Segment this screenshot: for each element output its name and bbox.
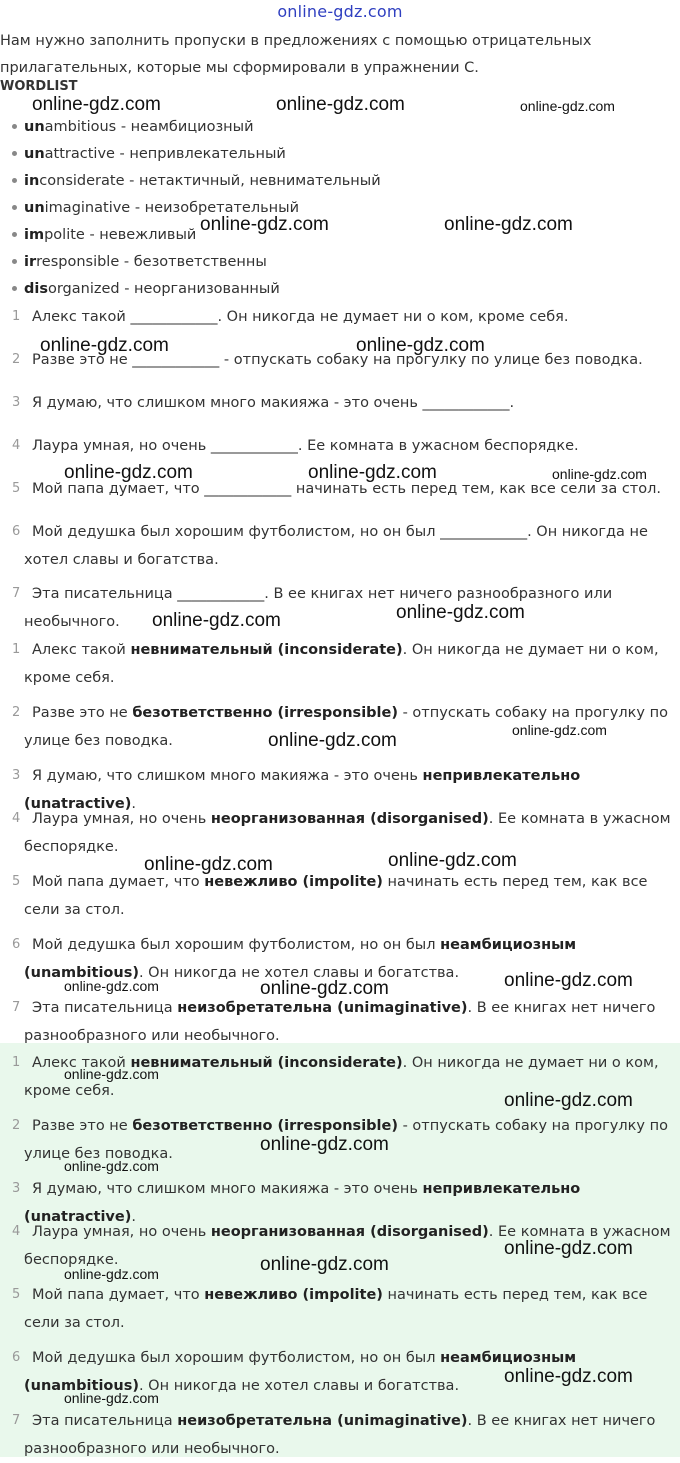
word-translation: - непривлекательный [114, 146, 286, 162]
word-translation: - неизобретательный [130, 200, 300, 216]
item-number: 6 [12, 524, 21, 539]
watermark: online-gdz.com [64, 462, 193, 483]
wordlist [12, 114, 381, 303]
watermark: online-gdz.com [504, 1366, 633, 1387]
item-number: 5 [12, 1287, 21, 1302]
answer-before: Мой папа думает, что [32, 1287, 205, 1303]
item-number: 5 [12, 481, 21, 496]
answer-item [0, 636, 680, 692]
item-text: Разве это не ____________ - отпускать собаку на прогулку по улице без поводка. [32, 352, 643, 368]
exercise-item [0, 389, 680, 417]
bullet-icon [12, 259, 17, 264]
word-rest: organized [47, 281, 120, 297]
list-item [12, 249, 381, 276]
word-rest: considerate [39, 173, 125, 189]
answer-word: неизобретательна (unimaginative) [177, 1413, 468, 1429]
answer-item [0, 805, 680, 861]
watermark: online-gdz.com [64, 978, 159, 994]
watermark: online-gdz.com [260, 1254, 389, 1275]
answer-word: неизобретательна (unimaginative) [177, 1000, 468, 1016]
answer-word: безответственно (irresponsible) [132, 1118, 398, 1134]
item-number: 1 [12, 642, 21, 657]
watermark: online-gdz.com [152, 610, 281, 631]
item-number: 1 [12, 309, 21, 324]
word-rest: imaginative [44, 200, 131, 216]
answer-word: невежливо (impolite) [204, 874, 383, 890]
item-number: 4 [12, 438, 21, 453]
exercise-item [0, 518, 680, 574]
watermark: online-gdz.com [504, 1238, 633, 1259]
answer-item [0, 868, 680, 924]
answer-word: неорганизованная (disorganised) [210, 811, 489, 827]
answer-before: Разве это не [32, 705, 133, 721]
answer-after: . В ее книгах нет ничего разнообразного или необычного. [24, 1000, 656, 1044]
bullet-icon [12, 124, 17, 129]
watermark: online-gdz.com [396, 602, 525, 623]
item-number: 6 [12, 937, 21, 952]
item-number: 1 [12, 1055, 21, 1070]
item-text: Лаура умная, но очень ____________. Ее комната в ужасном беспорядке. [32, 438, 579, 454]
item-number: 3 [12, 395, 21, 410]
answer-word: непривлекательно (unatractive) [24, 1181, 581, 1225]
item-number: 4 [12, 1224, 21, 1239]
watermark: online-gdz.com [512, 722, 607, 738]
answer-after: . Он никогда не думает ни о ком, кроме себя. [24, 642, 659, 686]
answer-item-highlighted [0, 1281, 680, 1337]
answer-word: неамбициозным (unambitious) [24, 937, 577, 981]
answer-after: . В ее книгах нет ничего разнообразного или необычного. [24, 1413, 656, 1457]
item-number: 6 [12, 1350, 21, 1365]
item-number: 3 [12, 1181, 21, 1196]
watermark: online-gdz.com [356, 335, 485, 356]
word-prefix: un [24, 146, 45, 162]
item-number: 3 [12, 768, 21, 783]
watermark: online-gdz.com [504, 1090, 633, 1111]
item-text: Алекс такой ____________. Он никогда не думает ни о ком, кроме себя. [32, 309, 569, 325]
answer-before: Алекс такой [32, 1055, 131, 1071]
word-prefix: un [24, 119, 45, 135]
exercise-item [0, 580, 680, 636]
answer-before: Я думаю, что слишком много макияжа - это очень [32, 1181, 423, 1197]
word-prefix: im [24, 227, 45, 243]
answer-before: Эта писательница [32, 1000, 178, 1016]
item-number: 2 [12, 705, 21, 720]
watermark: online-gdz.com [308, 462, 437, 483]
list-item [12, 168, 381, 195]
watermark: online-gdz.com [444, 214, 573, 235]
watermark: online-gdz.com [64, 1066, 159, 1082]
watermark: online-gdz.com [276, 94, 405, 115]
answer-after: . [131, 796, 136, 812]
site-watermark[interactable]: online-gdz.com [277, 2, 403, 21]
answer-before: Мой папа думает, что [32, 874, 205, 890]
answer-word: неорганизованная (disorganised) [210, 1224, 489, 1240]
answer-after: начинать есть перед тем, как все сели за стол. [24, 874, 648, 918]
bullet-icon [12, 286, 17, 291]
watermark: online-gdz.com [200, 214, 329, 235]
answer-after: . Ее комната в ужасном беспорядке. [24, 811, 671, 855]
bullet-icon [12, 151, 17, 156]
answer-word: неамбициозным (unambitious) [24, 1350, 577, 1394]
answer-before: Мой дедушка был хорошим футболистом, но он был [32, 1350, 441, 1366]
wordlist-title: WORDLIST [0, 79, 78, 94]
answer-word: безответственно (irresponsible) [132, 705, 398, 721]
list-item [12, 276, 381, 303]
watermark: online-gdz.com [260, 978, 389, 999]
bullet-icon [12, 232, 17, 237]
exercise-item [0, 303, 680, 331]
answer-word: невнимательный (inconsiderate) [130, 642, 403, 658]
item-text: Мой папа думает, что ____________ начинать есть перед тем, как все сели за стол. [32, 481, 662, 497]
exercise-item [0, 432, 680, 460]
list-item [12, 114, 381, 141]
item-number: 7 [12, 1413, 21, 1428]
word-rest: ambitious [44, 119, 117, 135]
answer-before: Лаура умная, но очень [32, 811, 211, 827]
watermark: online-gdz.com [388, 850, 517, 871]
word-prefix: dis [24, 281, 48, 297]
answer-word: невнимательный (inconsiderate) [130, 1055, 403, 1071]
watermark: online-gdz.com [64, 1266, 159, 1282]
item-number: 5 [12, 874, 21, 889]
item-text: Мой дедушка был хорошим футболистом, но он был ____________. Он никогда не хотел славы и богатства. [24, 524, 648, 568]
answer-after: начинать есть перед тем, как все сели за стол. [24, 1287, 648, 1331]
item-number: 7 [12, 1000, 21, 1015]
watermark: online-gdz.com [144, 854, 273, 875]
answer-after: - отпускать собаку на прогулку по улице без поводка. [24, 705, 668, 749]
item-text: Эта писательница ____________. В ее книгах нет ничего разнообразного или необычного. [24, 586, 613, 630]
intro-text: Нам нужно заполнить пропуски в предложениях с помощью отрицательных прилагательных, которые мы сформировали в упражнении С. [0, 33, 592, 76]
answer-item [0, 994, 680, 1050]
answer-word: невежливо (impolite) [204, 1287, 383, 1303]
watermark: online-gdz.com [504, 970, 633, 991]
answer-before: Алекс такой [32, 642, 131, 658]
item-number: 2 [12, 352, 21, 367]
answer-before: Эта писательница [32, 1413, 178, 1429]
item-number: 2 [12, 1118, 21, 1133]
answer-before: Мой дедушка был хорошим футболистом, но он был [32, 937, 441, 953]
answer-after: . Ее комната в ужасном беспорядке. [24, 1224, 671, 1268]
answer-before: Лаура умная, но очень [32, 1224, 211, 1240]
answer-before: Разве это не [32, 1118, 133, 1134]
answer-item-highlighted [0, 1407, 680, 1463]
word-prefix: un [24, 200, 45, 216]
word-prefix: ir [24, 254, 37, 270]
watermark: online-gdz.com [552, 466, 647, 482]
word-translation: - неорганизованный [119, 281, 280, 297]
item-text: Я думаю, что слишком много макияжа - это очень ____________. [32, 395, 515, 411]
word-translation: - нетактичный, невнимательный [124, 173, 381, 189]
bullet-icon [12, 205, 17, 210]
watermark: online-gdz.com [32, 94, 161, 115]
word-rest: responsible [36, 254, 120, 270]
item-number: 4 [12, 811, 21, 826]
word-translation: - неамбициозный [116, 119, 254, 135]
watermark: online-gdz.com [64, 1158, 159, 1174]
answer-after: . Он никогда не хотел славы и богатства. [138, 1378, 460, 1394]
watermark: online-gdz.com [520, 98, 615, 114]
word-prefix: in [24, 173, 40, 189]
watermark: online-gdz.com [268, 730, 397, 751]
word-translation: - невежливый [84, 227, 197, 243]
answer-after: . Он никогда не хотел славы и богатства. [138, 965, 460, 981]
word-rest: polite [44, 227, 85, 243]
answer-after: - отпускать собаку на прогулку по улице без поводка. [24, 1118, 668, 1162]
watermark: online-gdz.com [40, 335, 169, 356]
word-translation: - безответственны [119, 254, 267, 270]
watermark: online-gdz.com [64, 1390, 159, 1406]
list-item [12, 141, 381, 168]
word-rest: attractive [44, 146, 115, 162]
answer-word: непривлекательно (unatractive) [24, 768, 581, 812]
item-number: 7 [12, 586, 21, 601]
answer-before: Я думаю, что слишком много макияжа - это очень [32, 768, 423, 784]
bullet-icon [12, 178, 17, 183]
answer-after: . [131, 1209, 136, 1225]
watermark: online-gdz.com [260, 1134, 389, 1155]
answer-after: . Он никогда не думает ни о ком, кроме себя. [24, 1055, 659, 1099]
